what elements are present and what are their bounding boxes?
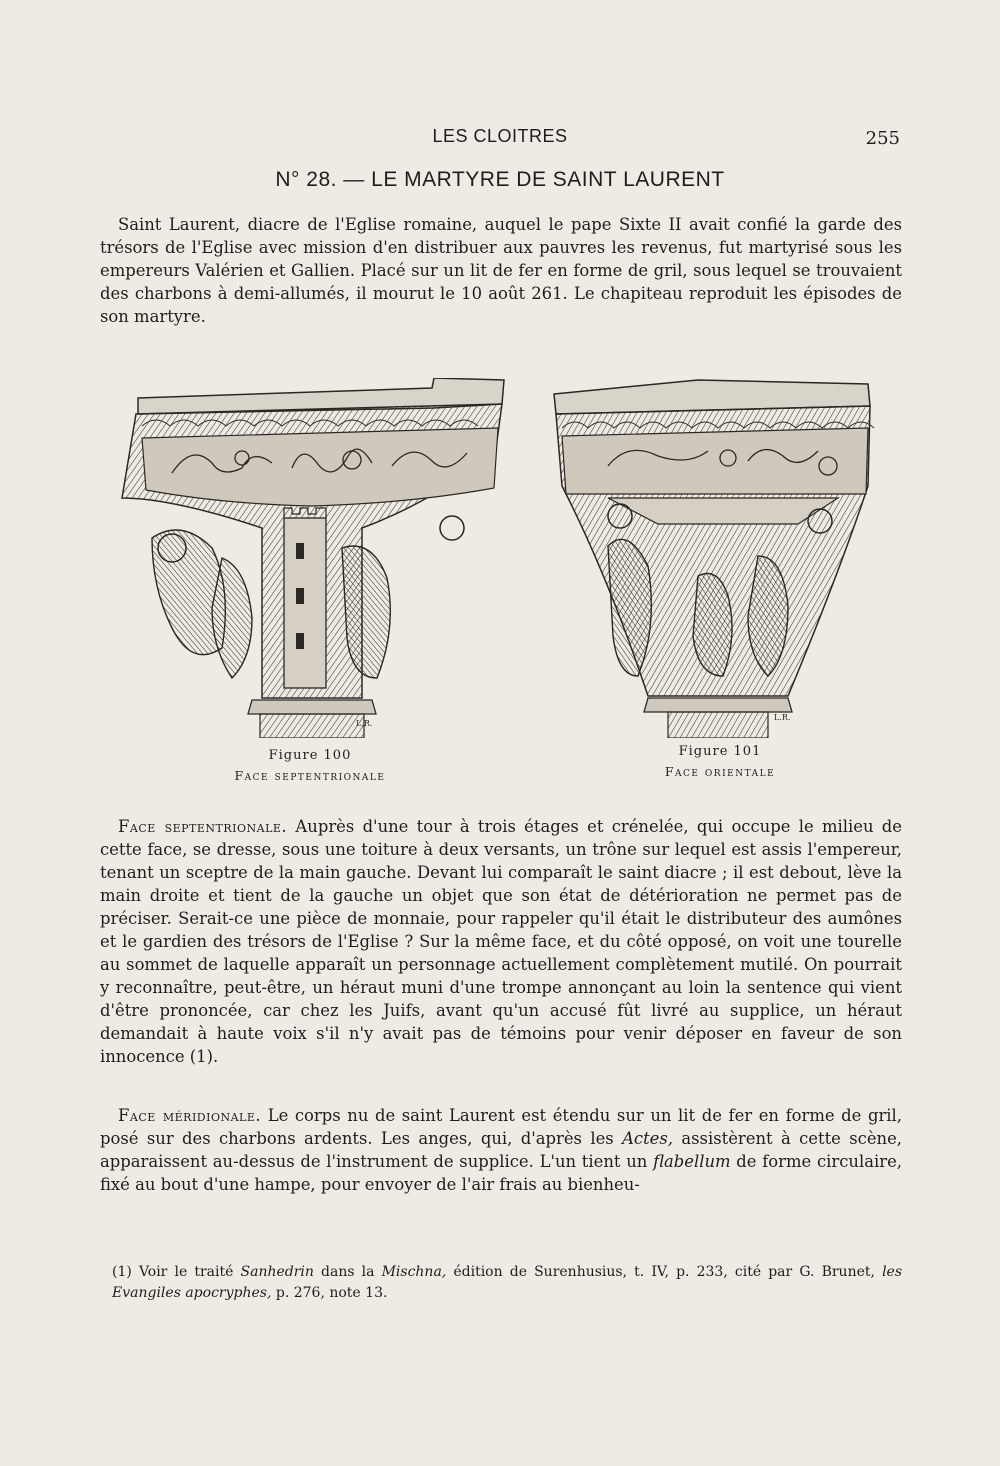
artist-initials: L.R. (356, 719, 373, 728)
footnote-italic: Mischna, (381, 1264, 447, 1280)
footnote-text: (1) Voir le traité (112, 1264, 241, 1280)
north-face-paragraph (100, 815, 902, 1068)
section-label: Face méridionale. (118, 1106, 262, 1125)
paragraph-text: Le corps nu de saint Laurent est étendu sur un lit de fer en forme de gril, posé sur des charbons ardents. Les anges, qui, d'après les (100, 1106, 902, 1148)
figure-101-illustration (548, 376, 884, 738)
figure-label: Figure 100 (268, 748, 352, 763)
figure-100-illustration (112, 378, 510, 738)
paragraph-text: Auprès d'une tour à trois étages et crénelée, qui occupe le milieu de cette face, se dresse, sous une toiture à deux versants, un trône sur lequel est assis l'empereur, tenant un sceptre de la main gauche. Devant lui comparaît le saint diacre ; il est debout, lève la main droite et tient de la gauche un objet que son état de détérioration ne permet pas de préciser. Serait-ce une pièce de monnaie, pour rappeler qu'il était le distributeur des aumônes et le gardien des trésors de l'Eglise ? Sur la même face, et du côté opposé, on voit une tourelle au sommet de laquelle apparaît un personnage actuellement complètement mutilé. On pourrait y reconnaître, peut-être, un héraut muni d'une trompe annonçant au loin la sentence qui vient d'être prononcée, car chez les Juifs, avant qu'un accusé fût livré au supplice, un héraut demandait à haute voix s'il n'y avait pas de témoins pour venir déposer en faveur de son innocence (1). (100, 817, 902, 1066)
footnote-text: dans la (313, 1264, 382, 1280)
capital-north-engraving (112, 378, 510, 738)
page-number: 255 (865, 128, 900, 149)
running-head (100, 126, 900, 156)
footnote-text: p. 276, note 13. (271, 1285, 388, 1301)
figure-100-caption (200, 746, 420, 786)
section-label: Face septentrionale. (118, 817, 288, 836)
footnote (112, 1262, 902, 1304)
figure-subtitle: Face septentrionale (234, 768, 386, 783)
figure-label: Figure 101 (678, 744, 762, 759)
figure-101-caption (610, 742, 830, 782)
footnote-italic: les Evangiles apocryphes, (112, 1264, 903, 1301)
figure-subtitle: Face orientale (664, 764, 776, 779)
capital-east-engraving (548, 376, 884, 738)
italic-term: Actes, (622, 1129, 673, 1148)
paragraph-text: assistèrent à cette scène, apparaissent au-dessus de l'instrument de supplice. L'un tient un (100, 1129, 902, 1171)
running-title: LES CLOITRES (432, 126, 568, 146)
paragraph-text: de forme circulaire, fixé au bout d'une hampe, pour envoyer de l'air frais au bienheu- (100, 1152, 902, 1194)
footnote-text: édition de Surenhusius, t. IV, p. 233, cité par G. Brunet, (446, 1264, 883, 1280)
article-heading: N° 28. — LE MARTYRE DE SAINT LAURENT (275, 168, 725, 191)
footnote-italic: Sanhedrin (240, 1264, 314, 1280)
italic-term: flabellum (653, 1152, 731, 1171)
intro-paragraph: Saint Laurent, diacre de l'Eglise romaine, auquel le pape Sixte II avait confié la garde des trésors de l'Eglise avec mission d'en distribuer aux pauvres les revenus, fut martyrisé sous les empereurs Valérien et Gallien. Placé sur un lit de fer en forme de gril, sous lequel se trouvaient des charbons à demi-allumés, il mourut le 10 août 261. Le chapiteau reproduit les épisodes de son martyre. (100, 215, 902, 326)
artist-initials: L.R. (774, 713, 791, 722)
south-face-paragraph (100, 1104, 902, 1196)
